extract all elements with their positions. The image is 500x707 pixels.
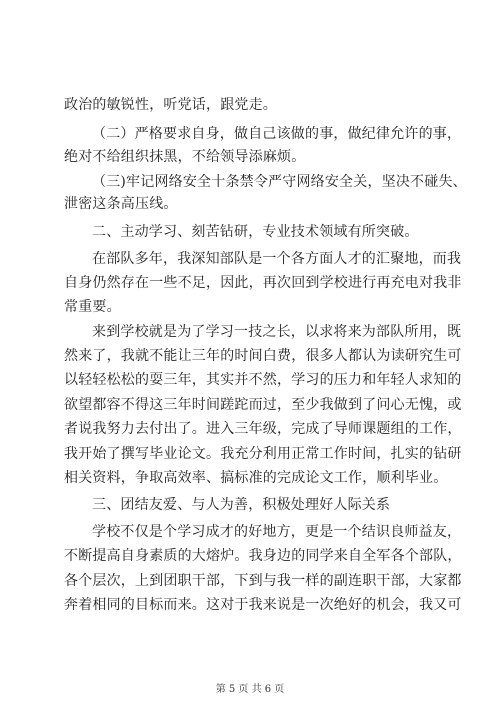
section-heading: 二、主动学习、刻苦钻研，专业技术领域有所突破。 <box>92 224 419 240</box>
section-heading: 三、团结友爱、与人为善，积极处理好人际关系 <box>92 497 391 513</box>
text-line: （三)牢记网络安全十条禁令严守网络安全关，坚决不碰失、 <box>92 174 467 190</box>
text-line: 常重要。 <box>64 299 121 315</box>
text-line: 绝对不给组织抹黑，不给领导添麻烦。 <box>64 149 306 165</box>
text-line: 学校不仅是个学习成才的好地方，更是一个结识良师益友， <box>92 524 462 540</box>
text-line: 然来了，我就不能让三年的时间白费，很多人都认为读研究生可 <box>64 348 462 364</box>
text-line: 政治的敏锐性，听党话，跟党走。 <box>64 97 277 113</box>
text-line: 奔着相同的目标而来。这对于我来说是一次绝好的机会，我又可 <box>64 597 462 613</box>
text-line: 相关资料，争取高效率、搞标准的完成论文工作，顺利毕业。 <box>64 470 448 486</box>
text-line: 自身仍然存在一些不足，因此，再次回到学校进行再充电对我非 <box>64 275 462 291</box>
text-line: 泄密这条高压线。 <box>64 196 178 212</box>
text-line: 者说我努力去付出了。进入三年级，完成了导师课题组的工作， <box>64 421 462 437</box>
text-line: （二）严格要求自身，做自己该做的事，做纪律允许的事， <box>92 126 462 142</box>
text-line: 来到学校就是为了学习一技之长，以求将来为部队所用，既 <box>92 324 462 340</box>
text-line: 以轻轻松松的耍三年，其实并不然，学习的压力和年轻人求知的 <box>64 372 462 388</box>
text-line: 在部队多年，我深知部队是一个各方面人才的汇聚地，而我 <box>92 251 462 267</box>
text-line: 各个层次，上到团职干部，下到与我一样的副连职干部，大家都 <box>64 573 462 589</box>
text-line: 欲望都容不得这三年时间蹉跎而过，至少我做到了问心无愧，或 <box>64 397 462 413</box>
text-line: 不断提高自身素质的大熔炉。我身边的同学来自全军各个部队， <box>64 548 462 564</box>
text-line: 我开始了撰写毕业论文。我充分利用正常工作时间，扎实的钻研 <box>64 446 462 462</box>
page-footer: 第 5 页 共 6 页 <box>215 684 285 695</box>
